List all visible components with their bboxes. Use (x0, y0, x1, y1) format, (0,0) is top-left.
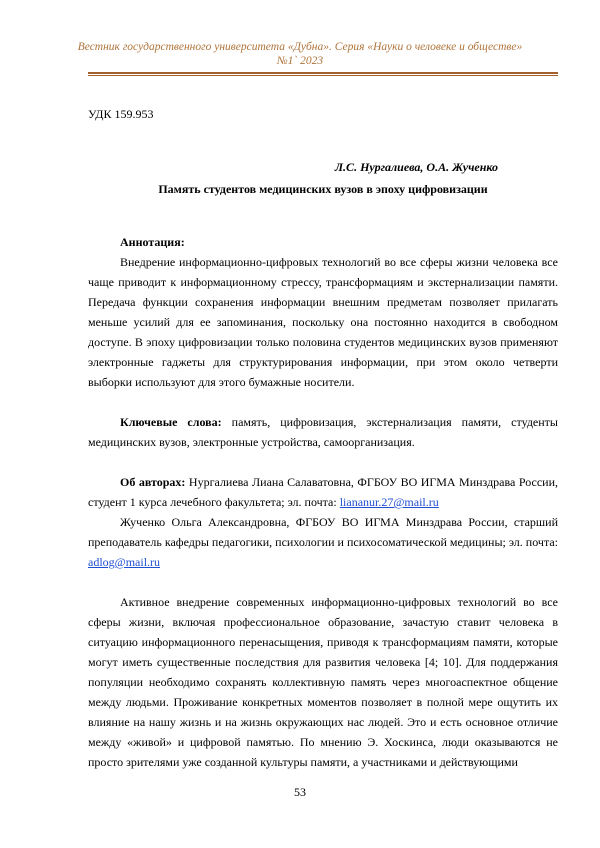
page-number: 53 (0, 785, 600, 800)
header-rule (88, 72, 558, 74)
abstract-heading: Аннотация: (88, 232, 558, 252)
author2-info: Жученко Ольга Александровна, ФГБОУ ВО ИГМА Минздрава России, старший преподаватель кафедры педагогики, психологии и психосоматической медицины; эл. почта: (88, 515, 558, 549)
author1-info: Нургалиева Лиана Салаватовна, ФГБОУ ВО ИГМА Минздрава России, студент 1 курса лечебного факультета; эл. почта: (88, 475, 558, 509)
body-paragraph: Активное внедрение современных информационно-цифровых технологий во все сферы жизни, включая профессиональное образование, зачастую ставит человека в ситуацию информационного перенасыщения, приводя к трансформациям памяти, которые могут иметь существенные последствия для развития человека [4; 10]. Для поддержания популяции необходимо сохранять коллективную память через многоаспектное общение между людьми. Проживание конкретных моментов позволяет в полной мере ощутить их влияние на нашу жизнь и на жизнь окружающих нас людей. Это и есть основное отличие между «живой» и цифровой памятью. По мнению Э. Хоскинса, люди оказываются не просто зрителями уже созданной культуры памяти, а участниками и действующими (88, 592, 558, 772)
author2-paragraph (88, 512, 558, 572)
author2-email-link[interactable]: adlog@mail.ru (88, 555, 160, 569)
article-content (88, 104, 558, 772)
header-rule-thin (88, 75, 558, 76)
keywords-label: Ключевые слова: (120, 415, 222, 429)
journal-header (60, 40, 540, 68)
about-authors-paragraph (88, 472, 558, 512)
article-authors: Л.С. Нургалиева, О.А. Жученко (88, 157, 558, 177)
journal-title: Вестник государственного университета «Дубна». Серия «Науки о человеке и обществе» (60, 40, 540, 54)
abstract-text: Внедрение информационно-цифровых технологий во все сферы жизни человека все чаще приводит к информационному стрессу, трансформациям и экстернализации памяти. Передача функции сохранения информации внешним предметам позволяет прилагать меньше усилий для ее запоминания, поскольку она постоянно находится в свободном доступе. В эпоху цифровизации только половина студентов медицинских вузов применяют электронные гаджеты для структурирования информации, при этом около четверти выборки используют для этого бумажные носители. (88, 252, 558, 392)
author1-email-link[interactable]: liananur.27@mail.ru (340, 495, 439, 509)
journal-issue: №1` 2023 (60, 54, 540, 68)
article-title: Память студентов медицинских вузов в эпоху цифровизации (88, 179, 558, 199)
udk-code: УДК 159.953 (88, 104, 558, 124)
about-authors-label: Об авторах: (120, 475, 185, 489)
keywords-text: память, цифровизация, экстернализация памяти, студенты медицинских вузов, электронные устройства, самоорганизация. (88, 415, 558, 449)
keywords-paragraph (88, 412, 558, 452)
